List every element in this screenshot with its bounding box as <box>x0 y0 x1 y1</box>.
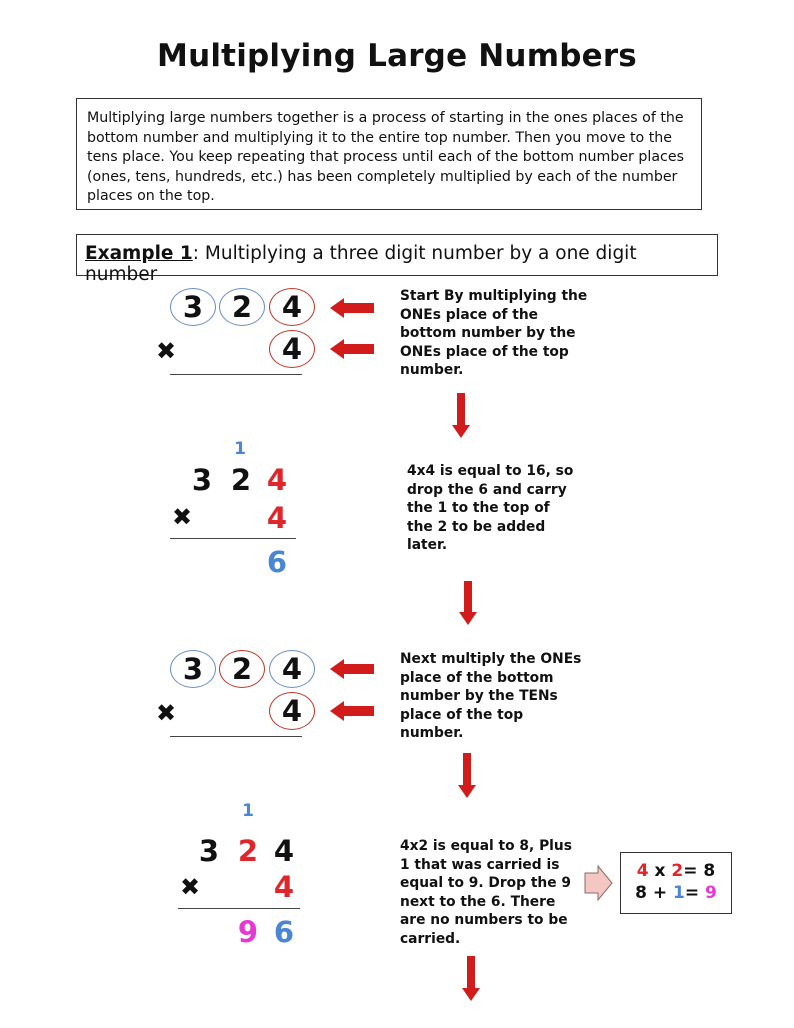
step-1-note <box>400 287 587 380</box>
note-line: ONEs place of the top <box>400 343 569 360</box>
note-line: number. <box>400 362 464 379</box>
note-line: 4x2 is equal to 8, Plus <box>400 838 572 854</box>
bottom-digit: 4 <box>281 332 303 366</box>
math-line-2 <box>621 882 731 904</box>
example-colon: : <box>192 243 200 264</box>
note-line: drop the 6 and carry <box>407 481 567 498</box>
note-line: later. <box>407 537 448 554</box>
top-digit: 3 <box>182 290 204 324</box>
down-arrow-icon <box>462 956 480 1001</box>
top-digit: 3 <box>191 463 213 497</box>
example-text: Multiplying a three digit number by a one digit number <box>85 243 637 285</box>
math-term: 4 <box>636 861 649 881</box>
math-equals: = <box>684 883 706 903</box>
intro-line: Multiplying large numbers together is a process of starting in the ones places of the <box>87 110 684 126</box>
note-line: place of the top <box>400 706 524 723</box>
top-digit: 2 <box>231 652 253 686</box>
note-line: ONEs place of the <box>400 306 539 323</box>
result-digit: 9 <box>237 915 259 949</box>
step-2-note <box>407 462 573 555</box>
math-operator: + <box>646 883 674 903</box>
top-digit: 4 <box>281 290 303 324</box>
note-line: bottom number by the <box>400 325 576 342</box>
sum-line <box>170 374 302 375</box>
math-line-1 <box>621 860 731 882</box>
math-term: 1 <box>673 883 685 903</box>
note-line: 1 that was carried is <box>400 856 560 873</box>
down-arrow-icon <box>458 753 476 798</box>
top-digit: 4 <box>266 463 288 497</box>
example-label: Example 1 <box>85 243 193 264</box>
top-digit: 2 <box>230 463 252 497</box>
carry-digit: 1 <box>242 801 254 821</box>
math-term: 2 <box>671 861 684 881</box>
note-line: the 2 to be added <box>407 518 546 535</box>
math-operator: x <box>648 861 672 881</box>
times-sign: ✖ <box>171 503 193 531</box>
down-arrow-icon <box>452 393 470 438</box>
intro-line: places on the top. <box>87 188 215 204</box>
down-arrow-icon <box>459 581 477 625</box>
bottom-digit: 4 <box>281 694 303 728</box>
math-result: 9 <box>705 883 717 903</box>
sum-line <box>170 538 296 539</box>
top-digit: 4 <box>273 834 295 868</box>
note-line: the 1 to the top of <box>407 500 550 517</box>
math-term: 8 <box>635 883 647 903</box>
note-line: number by the TENs <box>400 688 558 705</box>
sum-line <box>178 908 300 909</box>
top-digit: 2 <box>237 834 259 868</box>
left-arrow-icon <box>330 701 374 721</box>
times-sign: ✖ <box>179 873 201 901</box>
left-arrow-icon <box>330 298 374 318</box>
result-digit: 6 <box>266 545 288 579</box>
times-sign: ✖ <box>155 337 177 365</box>
bottom-digit: 4 <box>266 501 288 535</box>
note-line: 4x4 is equal to 16, so <box>407 463 574 479</box>
bottom-digit: 4 <box>273 870 295 904</box>
right-arrow-icon <box>585 866 612 900</box>
top-digit: 2 <box>231 290 253 324</box>
page-title: Multiplying Large Numbers <box>157 38 637 74</box>
note-line: next to the 6. There <box>400 893 556 910</box>
note-line: Start By multiplying the <box>400 288 588 304</box>
left-arrow-icon <box>330 339 374 359</box>
note-line: place of the bottom <box>400 669 554 686</box>
step-4-note <box>400 837 572 949</box>
result-digit: 6 <box>273 915 295 949</box>
note-line: carried. <box>400 930 461 947</box>
top-digit: 3 <box>182 652 204 686</box>
sum-line <box>170 736 302 737</box>
math-equals: = 8 <box>683 861 716 881</box>
note-line: are no numbers to be <box>400 912 568 929</box>
top-digit: 4 <box>281 652 303 686</box>
intro-line: bottom number and multiplying it to the entire top number. Then you move to the <box>87 129 672 146</box>
note-line: equal to 9. Drop the 9 <box>400 875 572 892</box>
step-3-note <box>400 650 581 743</box>
intro-line: tens place. You keep repeating that process until each of the bottom number places <box>87 149 684 165</box>
carry-digit: 1 <box>234 439 246 459</box>
left-arrow-icon <box>330 659 374 679</box>
note-line: Next multiply the ONEs <box>400 651 582 667</box>
note-line: number. <box>400 725 464 742</box>
math-summary-box <box>620 852 732 914</box>
times-sign: ✖ <box>155 699 177 727</box>
top-digit: 3 <box>198 834 220 868</box>
intro-line: (ones, tens, hundreds, etc.) has been completely multiplied by each of the number <box>87 168 678 185</box>
